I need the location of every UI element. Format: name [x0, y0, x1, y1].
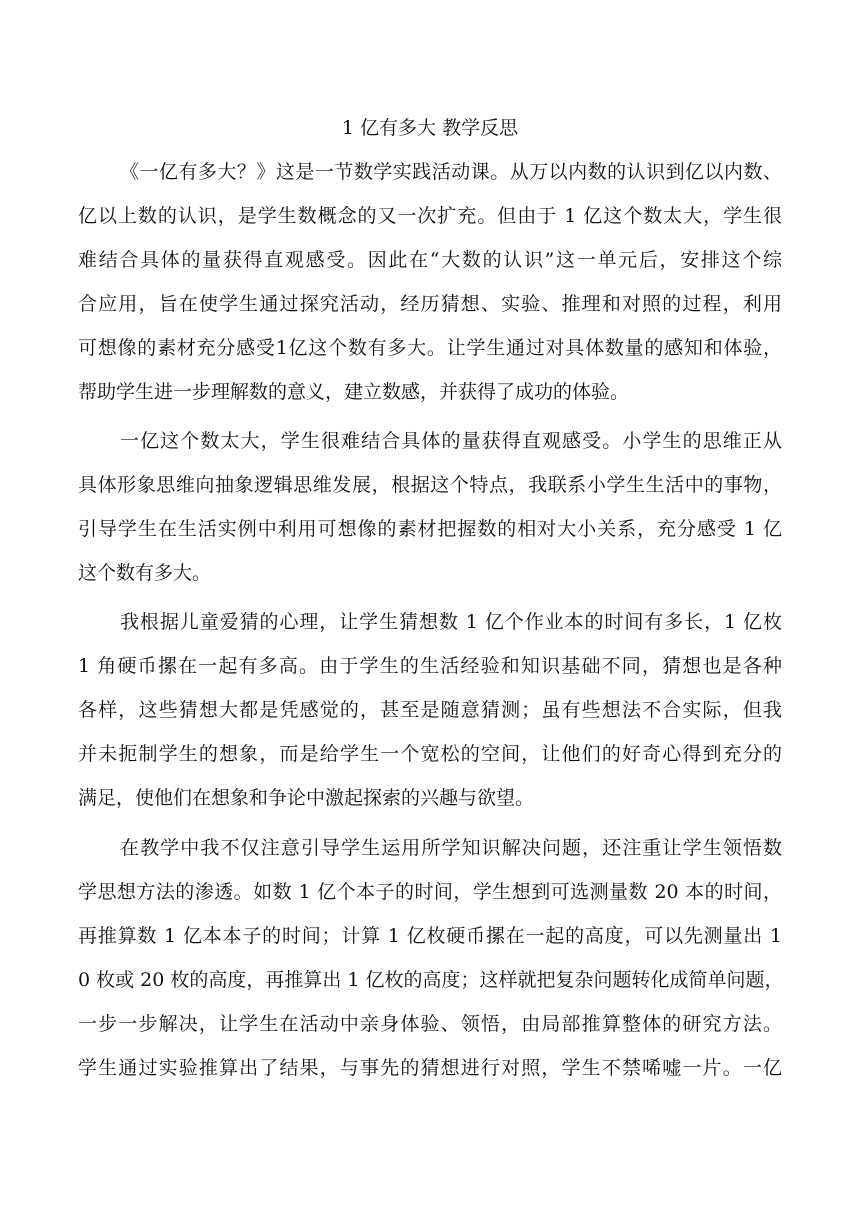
- paragraph-line: 一亿这个数太大，学生很难结合具体的量获得直观感受。小学生的思维正从: [120, 430, 782, 452]
- paragraph-line: 0 枚或 20 枚的高度，再推算出 1 亿枚的高度；这样就把复杂问题转化成简单问题，: [78, 969, 784, 991]
- paragraph-line: 《一亿有多大？》这是一节数学实践活动课。从万以内数的认识到亿以内数、: [120, 161, 782, 183]
- paragraph-line: 可想像的素材充分感受1亿这个数有多大。让学生通过对具体数量的感知和体验，: [78, 337, 782, 359]
- paragraph-line: 在教学中我不仅注意引导学生运用所学知识解决问题，还注重让学生领悟数: [120, 837, 782, 859]
- paragraph-line: 一步一步解决，让学生在活动中亲身体验、领悟，由局部推算整体的研究方法。: [78, 1013, 782, 1035]
- paragraph-line: 我根据儿童爱猜的心理，让学生猜想数 1 亿个作业本的时间有多长，1 亿枚: [120, 611, 782, 633]
- paragraph-line: 难结合具体的量获得直观感受。因此在“大数的认识”这一单元后，安排这个综: [78, 249, 782, 271]
- paragraph-line: 学生通过实验推算出了结果，与事先的猜想进行对照，学生不禁唏嘘一片。一亿: [78, 1057, 782, 1079]
- paragraph-line: 各样，这些猜想大都是凭感觉的，甚至是随意猜测；虽有些想法不合实际，但我: [78, 699, 782, 721]
- paragraph-line: 满足，使他们在想象和争论中激起探索的兴趣与欲望。: [78, 787, 535, 809]
- paragraph-line: 并未扼制学生的想象，而是给学生一个宽松的空间，让他们的好奇心得到充分的: [78, 743, 782, 765]
- document-title: 1 亿有多大 教学反思: [341, 117, 519, 139]
- paragraph-line: 引导学生在生活实例中利用可想像的素材把握数的相对大小关系，充分感受 1 亿: [78, 518, 782, 540]
- paragraph-line: 帮助学生进一步理解数的意义，建立数感，并获得了成功的体验。: [78, 381, 630, 403]
- paragraph-line: 亿以上数的认识，是学生数概念的又一次扩充。但由于 1 亿这个数太大，学生很: [78, 205, 782, 227]
- paragraph-line: 合应用，旨在使学生通过探究活动，经历猜想、实验、推理和对照的过程，利用: [78, 293, 782, 315]
- paragraph-line: 再推算数 1 亿本本子的时间；计算 1 亿枚硬币摞在一起的高度，可以先测量出 1: [78, 925, 782, 947]
- paragraph-line: 学思想方法的渗透。如数 1 亿个本子的时间，学生想到可选测量数 20 本的时间，: [78, 881, 782, 903]
- paragraph-line: 1 角硬币摞在一起有多高。由于学生的生活经验和知识基础不同，猜想也是各种: [78, 655, 782, 677]
- paragraph-line: 这个数有多大。: [78, 562, 212, 584]
- paragraph-line: 具体形象思维向抽象逻辑思维发展，根据这个特点，我联系小学生生活中的事物，: [78, 474, 782, 496]
